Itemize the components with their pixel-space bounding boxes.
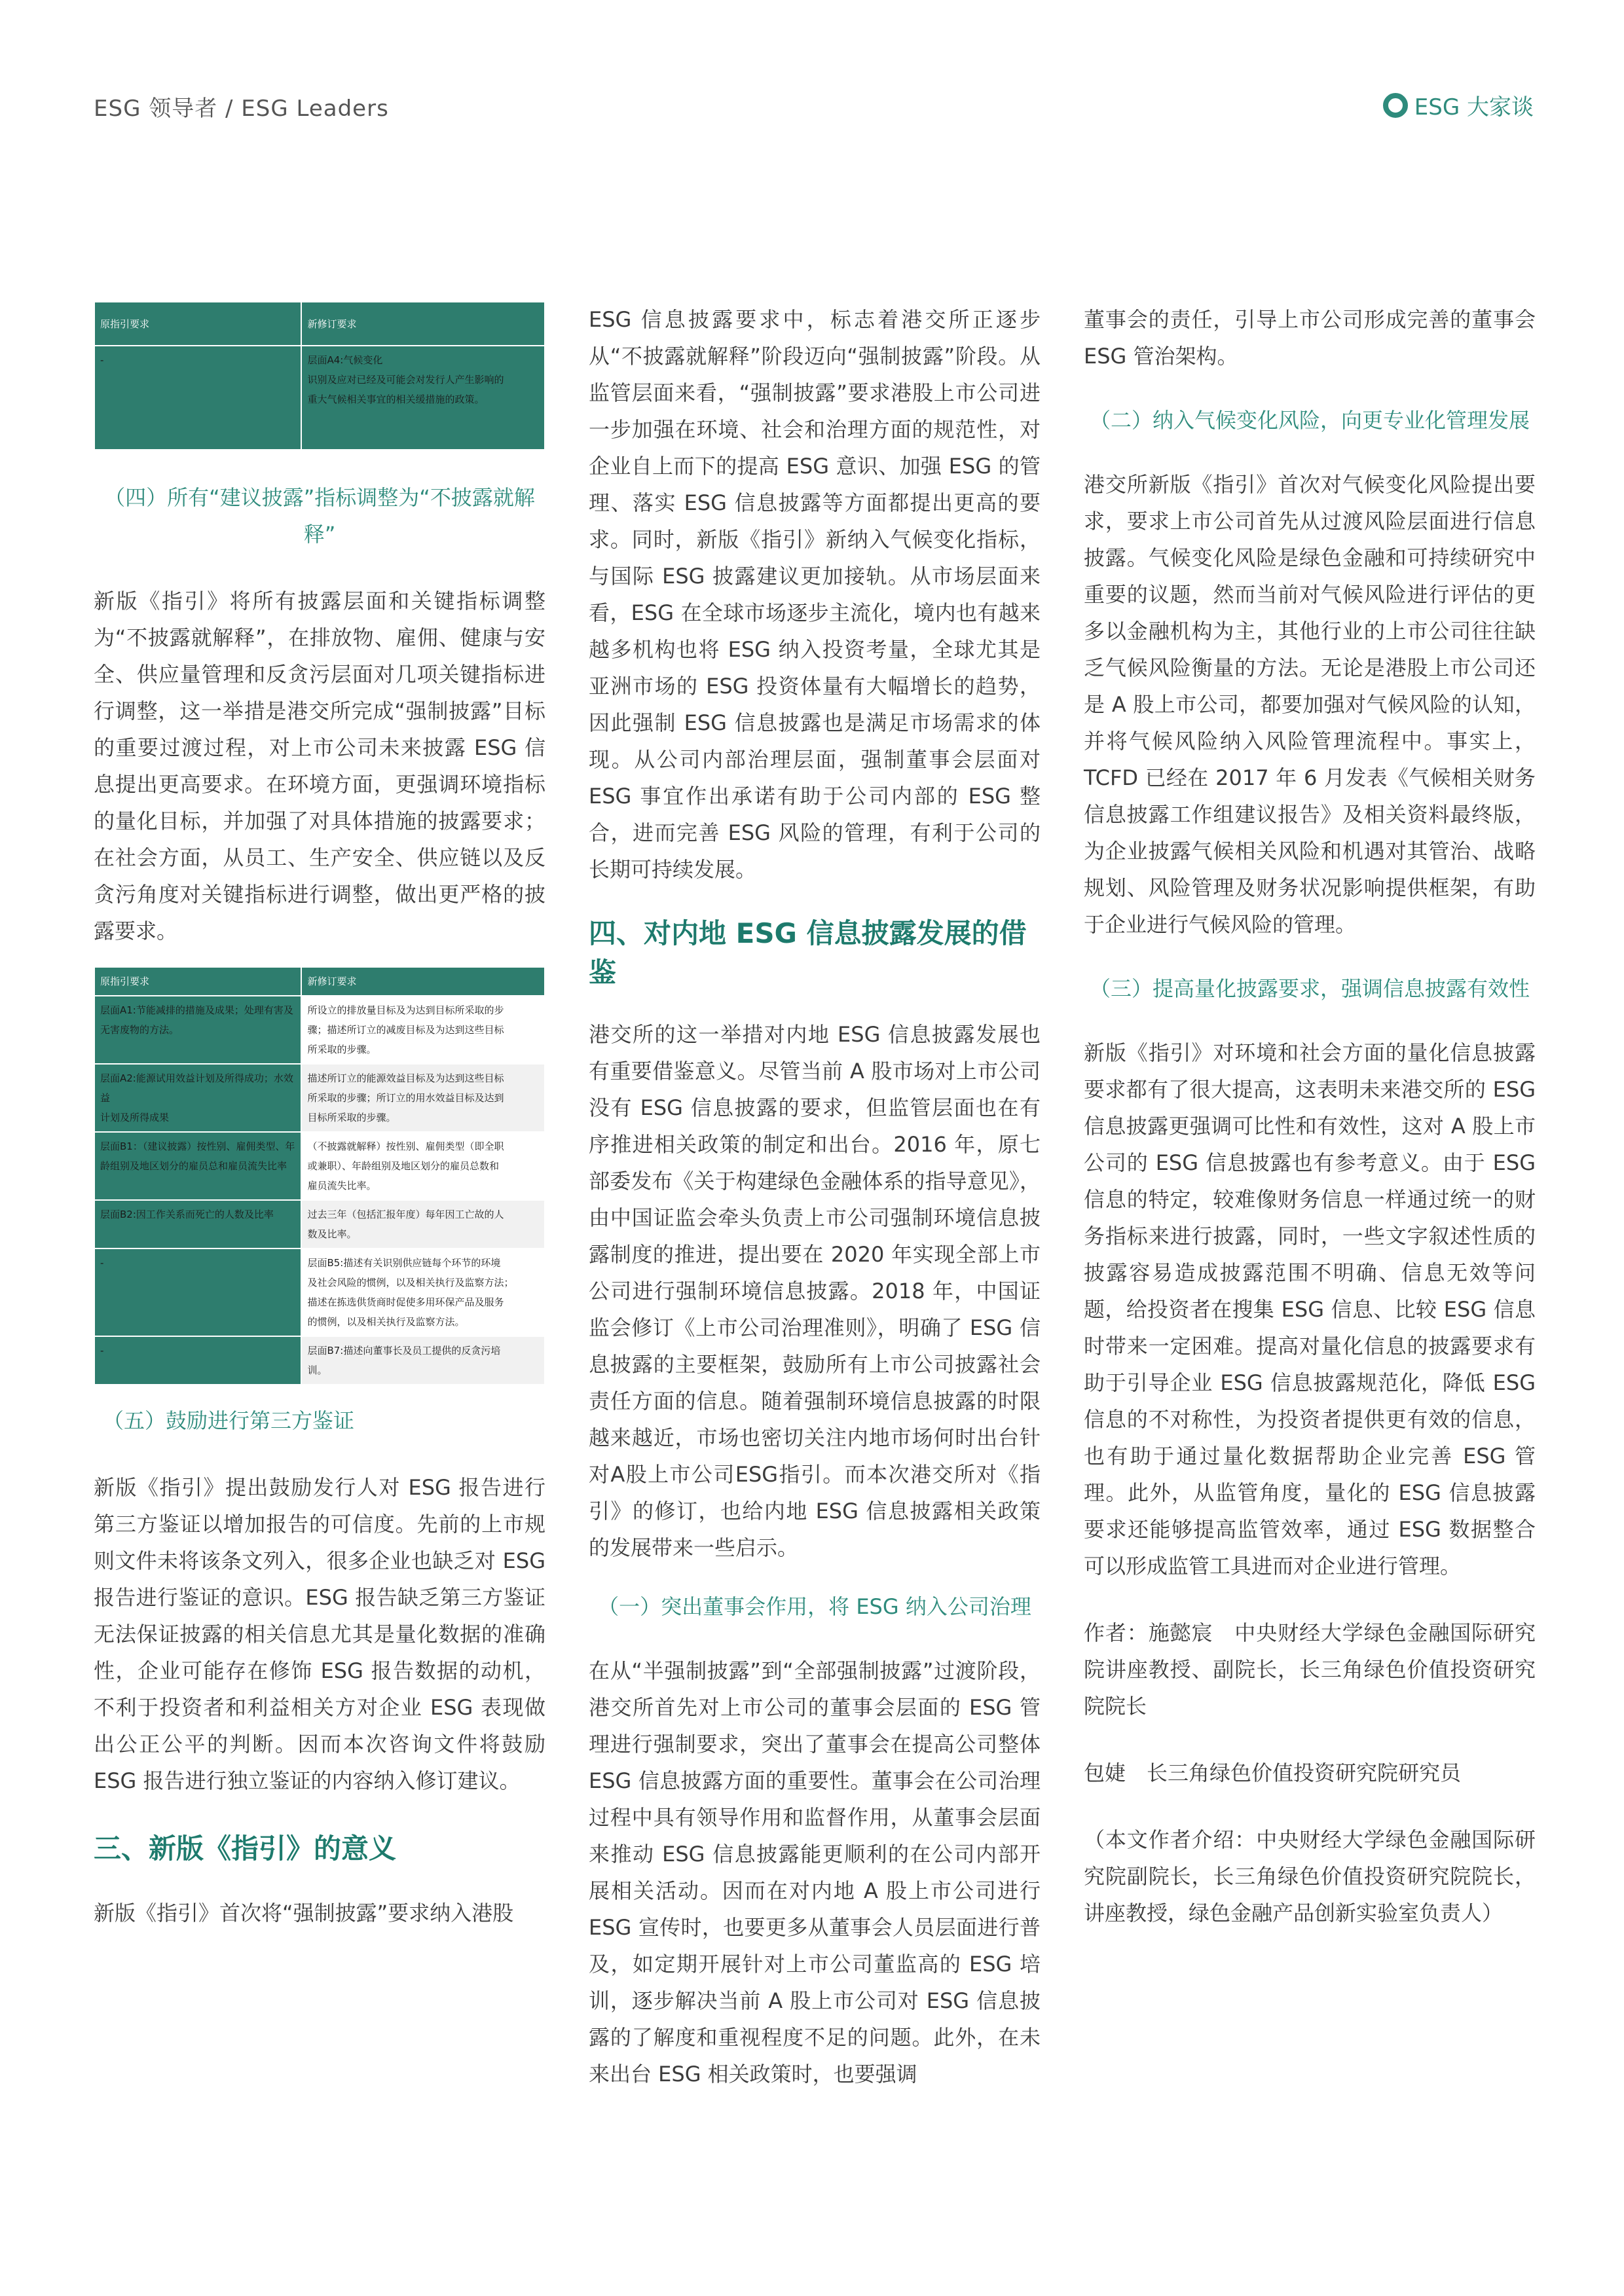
table-cell-line: 描述在拣选供货商时促使多用环保产品及服务 [307, 1296, 504, 1308]
column-2 [589, 301, 1041, 2092]
paragraph: 港交所的这一举措对内地 ESG 信息披露发展也有重要借鉴意义。尽管当前 A 股市场对上市公司没有 ESG 信息披露的要求，但监管层面也在有序推进相关政策的制定和出台。2016 年，原七部委发布《关于构建绿色金融体系的指导意见》，由中国证监会牵头负责上市公司强制环境信息披露制度的推进，提出要在 2020 年实现全部上市公司进行强制环境信息披露。2018 年，中国证监会修订《上市公司治理准则》，明确了 ESG 信息披露的主要框架，鼓励所有上市公司披露社会责任方面的信息。随着强制环境信息披露的时限越来越近，市场也密切关注内地市场何时出台针对A股上市公司ESG指引。而本次港交所对《指引》的修订，也给内地 ESG 信息披露相关政策的发展带来一些启示。 [589, 1022, 1041, 1560]
table-cell-line: - [100, 1257, 104, 1269]
paragraph: 新版《指引》将所有披露层面和关键指标调整为“不披露就解释”，在排放物、雇佣、健康与安全、供应量管理和反贪污层面对几项关键指标进行调整，这一举措是港交所完成“强制披露”目标的重要过渡过程，对上市公司未来披露 ESG 信息提出更高要求。在环境方面，更强调环境指标的量化目标，并加强了对具体措施的披露要求；在社会方面，从员工、生产安全、供应链以及反贪污角度对关键指标进行调整，做出更严格的披露要求。 [94, 589, 545, 943]
paragraph: ESG 信息披露要求中，标志着港交所正逐步从“不披露就解释”阶段迈向“强制披露”阶段。从监管层面来看，“强制披露”要求港股上市公司进一步加强在环境、社会和治理方面的规范性，对企业自上而下的提高 ESG 意识、加强 ESG 的管理、落实 ESG 信息披露等方面都提出更高的要求。同时，新版《指引》新纳入气候变化指标，与国际 ESG 披露建议更加接轨。从市场层面来看，ESG 在全球市场逐步主流化，境内也有越来越多机构也将 ESG 纳入投资考量，全球尤其是亚洲市场的 ESG 投资体量有大幅增长的趋势，因此强制 ESG 信息披露也是满足市场需求的体现。从公司内部治理层面，强制董事会层面对 ESG 事宜作出承诺有助于公司内部的 ESG 整合，进而完善 ESG 风险的管理，有利于公司的长期可持续发展。 [589, 307, 1041, 882]
paragraph: 在从“半强制披露”到“全部强制披露”过渡阶段，港交所首先对上市公司的董事会层面的 ESG 管理进行强制要求，突出了董事会在提高公司整体 ESG 信息披露方面的重要性。董事会在公司治理过程中具有领导作用和监督作用，从董事会层面来推动 ESG 信息披露能更顺利的在公司内部开展相关活动。因而在对内地 A 股上市公司进行 ESG 宣传时，也要更多从董事会人员层面进行普及，如定期开展针对上市公司董监高的 ESG 培训，逐步解决当前 A 股上市公司对 ESG 信息披露的了解度和重视程度不足的问题。此外，在未来出台 ESG 相关政策时，也要强调 [589, 1658, 1041, 2086]
paragraph: 新版《指引》提出鼓励发行人对 ESG 报告进行第三方鉴证以增加报告的可信度。先前的上市规则文件未将该条文列入，很多企业也缺乏对 ESG 报告进行鉴证的意识。ESG 报告缺乏第三方鉴证无法保证披露的相关信息尤其是量化数据的准确性，企业可能存在修饰 ESG 报告数据的动机，不利于投资者和利益相关方对企业 ESG 表现做出公正公平的判断。因而本次咨询文件将鼓励 ESG 报告进行独立鉴证的内容纳入修订建议。 [94, 1475, 545, 1793]
requirements-table-2 [94, 966, 545, 1385]
table-header-original: 原指引要求 [94, 302, 301, 346]
table-cell-line: 重大气候相关事宜的相关缓措施的政策。 [307, 393, 485, 406]
table-cell-line: 或兼职）、年龄组别及地区划分的雇员总数和 [307, 1160, 499, 1172]
table-cell-line: 层面A4:气候变化 [307, 354, 383, 367]
table-cell [301, 346, 545, 450]
table-cell-line: 层面B2:因工作关系而死亡的人数及比率 [100, 1209, 274, 1220]
table-cell [94, 1200, 301, 1248]
table-cell-line: 所采取的步骤；所订立的用水效益目标及达到 [307, 1092, 504, 1104]
circle-logo-icon [1383, 93, 1408, 118]
table-cell-line: 训。 [307, 1364, 327, 1376]
paragraph: 董事会的责任，引导上市公司形成完善的董事会 ESG 管治架构。 [1084, 307, 1536, 369]
table-cell [301, 996, 545, 1064]
table-cell: - [94, 346, 301, 450]
table-cell-line: 描述所订立的能源效益目标及为达到这些目标 [307, 1072, 504, 1084]
table-cell [94, 996, 301, 1064]
table-cell [301, 1200, 545, 1248]
column-title [1383, 89, 1534, 121]
column-1 [94, 301, 545, 1931]
table-cell [94, 1132, 301, 1200]
author-note: （本文作者介绍：中央财经大学绿色金融国际研究院副院长，长三角绿色价值投资研究院院长，讲座教授，绿色金融产品创新实验室负责人） [1084, 1827, 1536, 1925]
table-cell [94, 1248, 301, 1336]
table-cell-line: 过去三年（包括汇报年度）每年因工亡故的人 [307, 1209, 504, 1220]
section-heading-4: 四、对内地 ESG 信息披露发展的借鉴 [589, 917, 1027, 989]
table-cell-line: 的惯例，以及相关执行及监察方法。 [307, 1316, 465, 1328]
table-cell [301, 1248, 545, 1336]
table-cell-line: 层面B7:描述向董事长及员工提供的反贪污培 [307, 1345, 501, 1357]
table-cell-line: - [100, 1345, 104, 1357]
column-3 [1084, 301, 1536, 1931]
author-info: 包婕 长三角绿色价值投资研究院研究员 [1084, 1760, 1462, 1785]
table-cell-line: 数及比率。 [307, 1228, 357, 1240]
table-cell-line: 骤；描述所订立的减废目标及为达到这些目标 [307, 1024, 504, 1036]
table-cell-line: 计划及所得成果 [100, 1112, 170, 1123]
paragraph: 港交所新版《指引》首次对气候变化风险提出要求，要求上市公司首先从过渡风险层面进行信息披露。气候变化风险是绿色金融和可持续研究中重要的议题，然而当前对气候风险进行评估的更多以金融机构为主，其他行业的上市公司往往缺乏气候风险衡量的方法。无论是港股上市公司还是 A 股上市公司，都要加强对气候风险的认知，并将气候风险纳入风险管理流程中。事实上，TCFD 已经在 2017 年 6 月发表《气候相关财务信息披露工作组建议报告》及相关资料最终版，为企业披露气候相关风险和机遇对其管治、战略规划、风险管理及财务状况影响提供框架，有助于企业进行气候风险的管理。 [1084, 472, 1536, 937]
subheading-2: （二）纳入气候变化风险，向更专业化管理发展 [1089, 408, 1530, 433]
section-heading-3: 三、新版《指引》的意义 [94, 1832, 397, 1865]
subheading-5: （五）鼓励进行第三方鉴证 [103, 1408, 355, 1433]
magazine-section-title: ESG 领导者 / ESG Leaders [94, 96, 389, 122]
table-cell [94, 1336, 301, 1385]
table-cell-line: 所采取的步骤。 [307, 1044, 377, 1055]
author-info: 作者：施懿宸 中央财经大学绿色金融国际研究院讲座教授、副院长，长三角绿色价值投资研究院院长 [1084, 1620, 1536, 1719]
subheading-4: （四）所有“建议披露”指标调整为“不披露就解释” [104, 485, 535, 547]
paragraph: 新版《指引》首次将“强制披露”要求纳入港股 [94, 1901, 514, 1925]
table-header-revised: 新修订要求 [301, 302, 545, 346]
table-cell-line: 目标所采取的步骤。 [307, 1112, 396, 1123]
table-cell-line: 无害废物的方法。 [100, 1024, 179, 1036]
table-cell-line: 及社会风险的惯例，以及相关执行及监察方法； [307, 1277, 514, 1288]
table-cell-line: 龄组别及地区划分的雇员总和雇员流失比率 [100, 1160, 287, 1172]
table-header-revised: 新修订要求 [301, 967, 545, 996]
table-cell-line: 所设立的排放量目标及为达到目标所采取的步 [307, 1004, 504, 1016]
table-cell [301, 1064, 545, 1132]
subheading-3: （三）提高量化披露要求，强调信息披露有效性 [1089, 976, 1530, 1001]
table-cell-line: 雇员流失比率。 [307, 1180, 377, 1192]
table-cell-line: （不披露就解释）按性别、雇佣类型（即全职 [307, 1140, 504, 1152]
subheading-1: （一）突出董事会作用，将 ESG 纳入公司治理 [598, 1594, 1031, 1619]
table-header-original: 原指引要求 [94, 967, 301, 996]
table-cell-line: 层面A1:节能减排的措施及成果；处理有害及 [100, 1004, 293, 1016]
table-cell-line: 层面B5:描述有关识别供应链每个环节的环境 [307, 1257, 501, 1269]
requirements-table-1 [94, 301, 545, 450]
table-cell [301, 1132, 545, 1200]
table-cell-line: 层面A2:能源试用效益计划及所得成功；水效益 [100, 1072, 293, 1104]
table-cell-line: 层面B1：（建议披露）按性别、雇佣类型、年 [100, 1140, 295, 1152]
paragraph: 新版《指引》对环境和社会方面的量化信息披露要求都有了很大提高，这表明未来港交所的 ESG 信息披露更强调可比性和有效性，这对 A 股上市公司的 ESG 信息披露也有参考意义。由于 ESG 信息的特定，较难像财务信息一样通过统一的财务指标来进行披露，同时，一些文字叙述性质的披露容易造成披露范围不明确、信息无效等问题，给投资者在搜集 ESG 信息、比较 ESG 信息时带来一定困难。提高对量化信息的披露要求有助于引导企业 ESG 信息披露规范化，降低 ESG 信息的不对称性，为投资者提供更有效的信息，也有助于通过量化数据帮助企业完善 ESG 管理。此外，从监管角度，量化的 ESG 信息披露要求还能够提高监管效率，通过 ESG 数据整合可以形成监管工具进而对企业进行管理。 [1084, 1040, 1536, 1578]
table-cell [94, 1064, 301, 1132]
table-cell-line: 识别及应对已经及可能会对发行人产生影响的 [307, 374, 504, 386]
table-cell [301, 1336, 545, 1385]
column-title-text: ESG 大家谈 [1414, 94, 1534, 120]
